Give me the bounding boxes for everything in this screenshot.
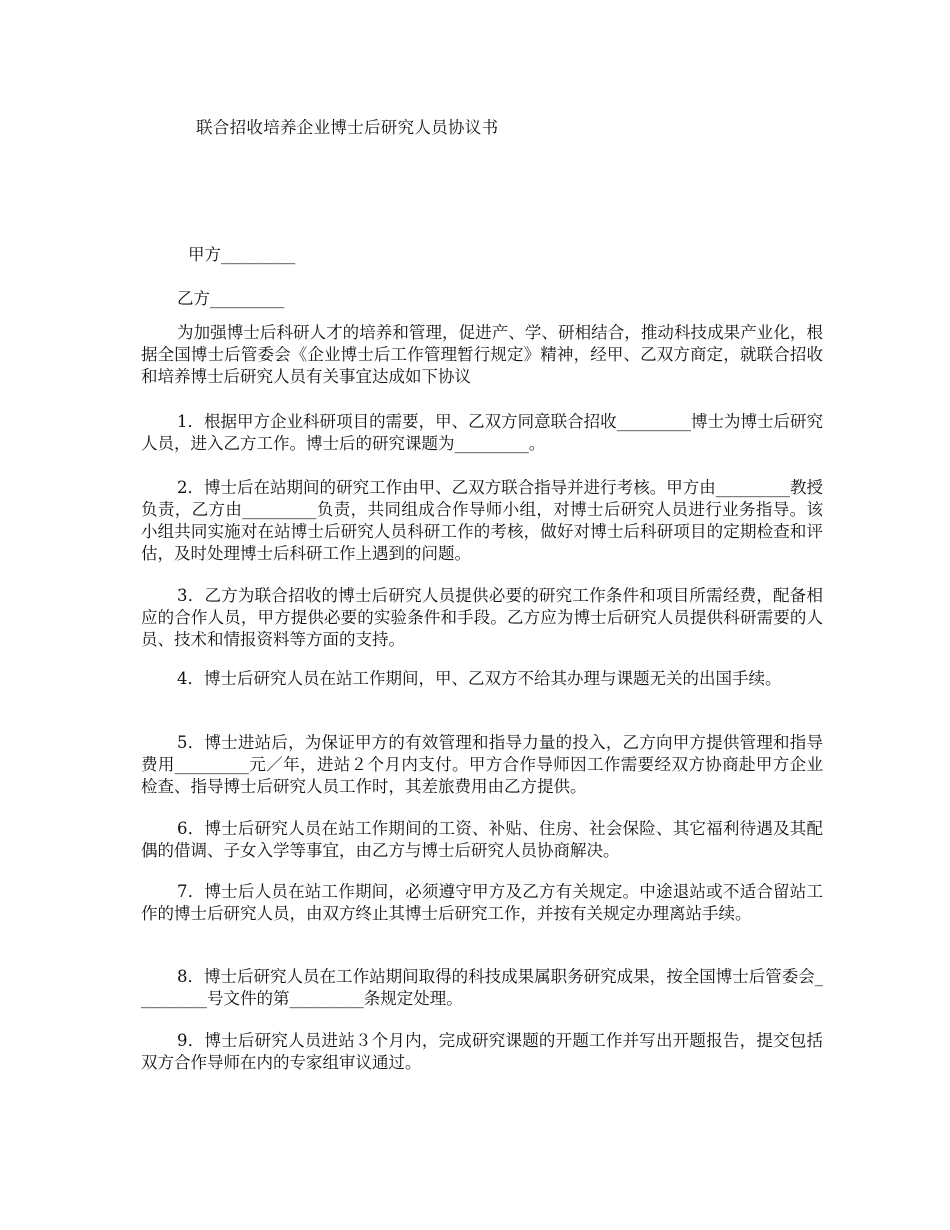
clause-4-paragraph: 4．博士后研究人员在站工作期间，甲、乙双方不给其办理与课题无关的出国手续。 <box>177 669 782 688</box>
clause-5-paragraph: 5．博士进站后，为保证甲方的有效管理和指导力量的投入，乙方向甲方提供管理和指导费用_________元／年，进站２个月内支付。甲方合作导师因工作需要经双方协商赴甲方企业检查、指导博士后研究人员工作时，其差旅费用由乙方提供。 <box>141 733 823 796</box>
preamble-paragraph: 为加强博士后科研人才的培养和管理，促进产、学、研相结合，推动科技成果产业化，根据全国博士后管委会《企业博士后工作管理暂行规定》精神，经甲、乙双方商定，就联合招收和培养博士后研究人员有关事宜达成如下协议 <box>141 323 823 386</box>
clause-2-paragraph: 2．博士后在站期间的研究工作由甲、乙双方联合指导并进行考核。甲方由_________教授负责，乙方由_________负责，共同组成合作导师小组，对博士后研究人员进行业务指导。该小组共同实施对在站博士后研究人员科研工作的考核，做好对博士后科研项目的定期检查和评估，及时处理博士后科研工作上遇到的问题。 <box>141 478 823 563</box>
party-a-line: 甲方_________ <box>188 245 296 264</box>
clause-8-paragraph: 8．博士后研究人员在工作站期间取得的科技成果属职务研究成果，按全国博士后管委会_________号文件的第_________条规定处理。 <box>141 967 823 1008</box>
document-title: 联合招收培养企业博士后研究人员协议书 <box>196 118 499 137</box>
clause-3-paragraph: 3．乙方为联合招收的博士后研究人员提供必要的研究工作条件和项目所需经费，配备相应的合作人员，甲方提供必要的实验条件和手段。乙方应为博士后研究人员提供科研需要的人员、技术和情报资料等方面的支持。 <box>141 586 823 649</box>
party-b-line: 乙方_________ <box>177 289 285 308</box>
clause-6-paragraph: 6．博士后研究人员在站工作期间的工资、补贴、住房、社会保险、其它福利待遇及其配偶的借调、子女入学等事宜，由乙方与博士后研究人员协商解决。 <box>141 819 823 860</box>
clause-1-paragraph: 1．根据甲方企业科研项目的需要，甲、乙双方同意联合招收_________博士为博士后研究人员，进入乙方工作。博士后的研究课题为_________。 <box>141 412 823 453</box>
clause-9-paragraph: 9．博士后研究人员进站３个月内，完成研究课题的开题工作并写出开题报告，提交包括双方合作导师在内的专家组审议通过。 <box>141 1031 823 1072</box>
clause-7-paragraph: 7．博士后人员在站工作期间，必须遵守甲方及乙方有关规定。中途退站或不适合留站工作的博士后研究人员，由双方终止其博士后研究工作，并按有关规定办理离站手续。 <box>141 882 823 923</box>
